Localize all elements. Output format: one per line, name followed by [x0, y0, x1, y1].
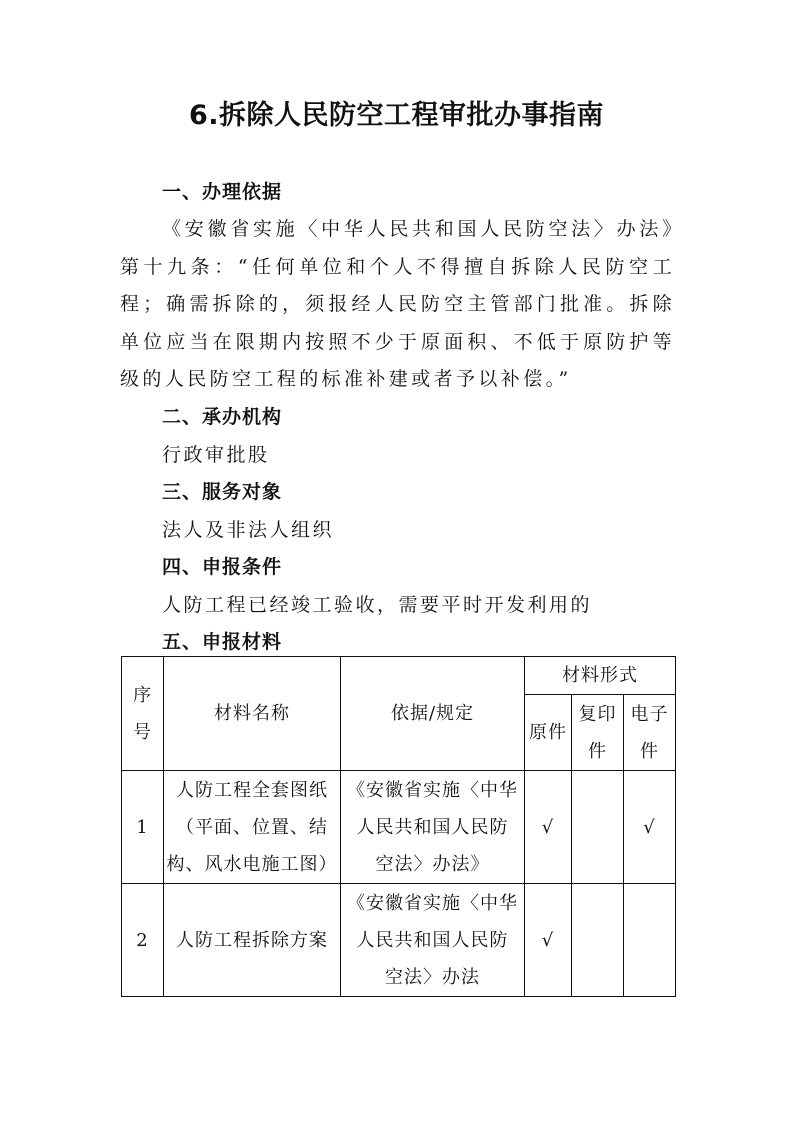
- row-basis: 《安徽省实施〈中华 人民共和国人民防 空法〉办法》: [341, 771, 525, 884]
- row-electronic-check: √: [624, 771, 676, 884]
- section-heading-basis: 一、办理依据: [162, 181, 283, 203]
- page-title: 6.拆除人民防空工程审批办事指南: [188, 100, 605, 131]
- table-row: [122, 884, 676, 997]
- row-no: 2: [122, 884, 164, 997]
- header-electronic: 电子 件: [624, 695, 676, 771]
- materials-table: [121, 656, 676, 997]
- row-original-check: √: [525, 771, 572, 884]
- row-name: 人防工程全套图纸 （平面、位置、结 构、风水电施工图）: [164, 771, 341, 884]
- header-copy: 复印 件: [572, 695, 624, 771]
- row-copy-check: [572, 884, 624, 997]
- header-form: 材料形式: [525, 657, 676, 695]
- table-row: [122, 771, 676, 884]
- row-no: 1: [122, 771, 164, 884]
- agency-text: 行政审批股: [162, 444, 270, 466]
- row-electronic-check: [624, 884, 676, 997]
- header-no: 序 号: [122, 657, 164, 771]
- header-name: 材料名称: [164, 657, 341, 771]
- section-heading-conditions: 四、申报条件: [162, 556, 283, 578]
- target-text: 法人及非法人组织: [162, 519, 335, 541]
- section-heading-materials: 五、申报材料: [162, 631, 283, 653]
- row-original-check: √: [525, 884, 572, 997]
- section-heading-target: 三、服务对象: [162, 481, 283, 503]
- header-original: 原件: [525, 695, 572, 771]
- row-name: 人防工程拆除方案: [164, 884, 341, 997]
- row-basis: 《安徽省实施〈中华 人民共和国人民防 空法〉办法: [341, 884, 525, 997]
- row-copy-check: [572, 771, 624, 884]
- section-heading-agency: 二、承办机构: [162, 406, 283, 428]
- table-header-row: [122, 657, 676, 695]
- basis-paragraph: 《安徽省实施〈中华人民共和国人民防空法〉办法》第十九条：“任何单位和个人不得擅自拆除人民防空工程；确需拆除的，须报经人民防空主管部门批准。拆除单位应当在限期内按照不少于原面积、不低于原防护等级的人民防空工程的标准补建或者予以补偿。”: [120, 218, 675, 390]
- conditions-text: 人防工程已经竣工验收，需要平时开发利用的: [162, 594, 593, 616]
- header-basis: 依据/规定: [341, 657, 525, 771]
